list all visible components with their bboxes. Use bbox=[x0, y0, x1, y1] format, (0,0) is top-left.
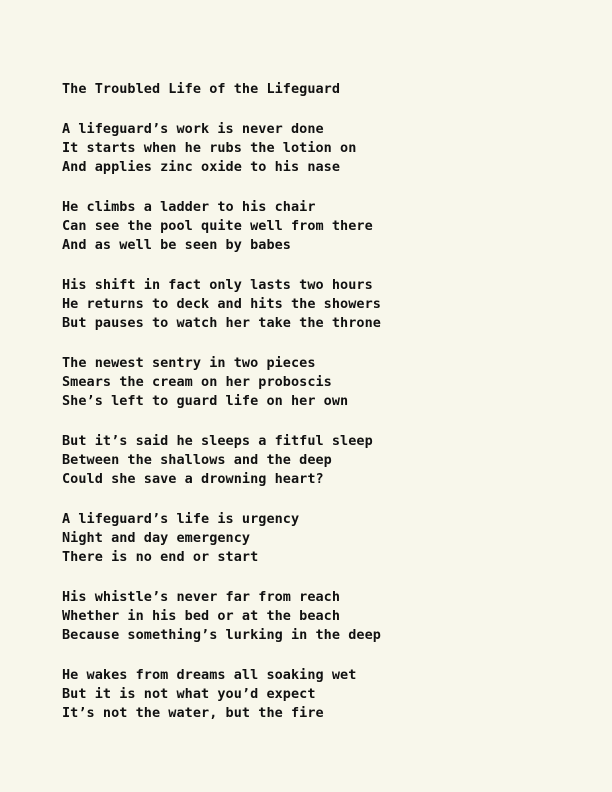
stanza-4-line-2: Smears the cream on her proboscis bbox=[62, 374, 332, 390]
poem-title: The Troubled Life of the Lifeguard bbox=[62, 81, 341, 97]
stanza-1-line-3: And applies zinc oxide to his nase bbox=[62, 159, 341, 175]
stanza-2-line-2: Can see the pool quite well from there bbox=[62, 218, 373, 234]
stanza-3 bbox=[62, 276, 582, 333]
stanza-3-line-2: He returns to deck and hits the showers bbox=[62, 296, 381, 312]
stanza-8-line-2: But it is not what you’d expect bbox=[62, 686, 316, 702]
stanza-7-line-1: His whistle’s never far from reach bbox=[62, 589, 341, 605]
poem-page bbox=[62, 80, 582, 723]
stanza-3-line-3: But pauses to watch her take the throne bbox=[62, 315, 381, 331]
stanza-5-line-2: Between the shallows and the deep bbox=[62, 452, 332, 468]
stanza-2-line-1: He climbs a ladder to his chair bbox=[62, 199, 316, 215]
stanza-6 bbox=[62, 510, 582, 567]
stanza-1-line-2: It starts when he rubs the lotion on bbox=[62, 140, 357, 156]
stanza-8-line-3: It’s not the water, but the fire bbox=[62, 705, 324, 721]
stanza-5-line-1: But it’s said he sleeps a fitful sleep bbox=[62, 433, 373, 449]
stanza-6-line-1: A lifeguard’s life is urgency bbox=[62, 511, 300, 527]
stanza-7-line-2: Whether in his bed or at the beach bbox=[62, 608, 341, 624]
stanza-5-line-3: Could she save a drowning heart? bbox=[62, 471, 324, 487]
stanza-3-line-1: His shift in fact only lasts two hours bbox=[62, 277, 373, 293]
stanza-4 bbox=[62, 354, 582, 411]
stanza-4-line-3: She’s left to guard life on her own bbox=[62, 393, 349, 409]
stanza-7 bbox=[62, 588, 582, 645]
stanza-4-line-1: The newest sentry in two pieces bbox=[62, 355, 316, 371]
stanza-8 bbox=[62, 666, 582, 723]
stanza-6-line-3: There is no end or start bbox=[62, 549, 259, 565]
stanza-1 bbox=[62, 120, 582, 177]
stanza-5 bbox=[62, 432, 582, 489]
stanza-1-line-1: A lifeguard’s work is never done bbox=[62, 121, 324, 137]
stanza-2 bbox=[62, 198, 582, 255]
stanza-8-line-1: He wakes from dreams all soaking wet bbox=[62, 667, 357, 683]
stanza-7-line-3: Because something’s lurking in the deep bbox=[62, 627, 381, 643]
stanza-2-line-3: And as well be seen by babes bbox=[62, 237, 291, 253]
stanza-6-line-2: Night and day emergency bbox=[62, 530, 251, 546]
